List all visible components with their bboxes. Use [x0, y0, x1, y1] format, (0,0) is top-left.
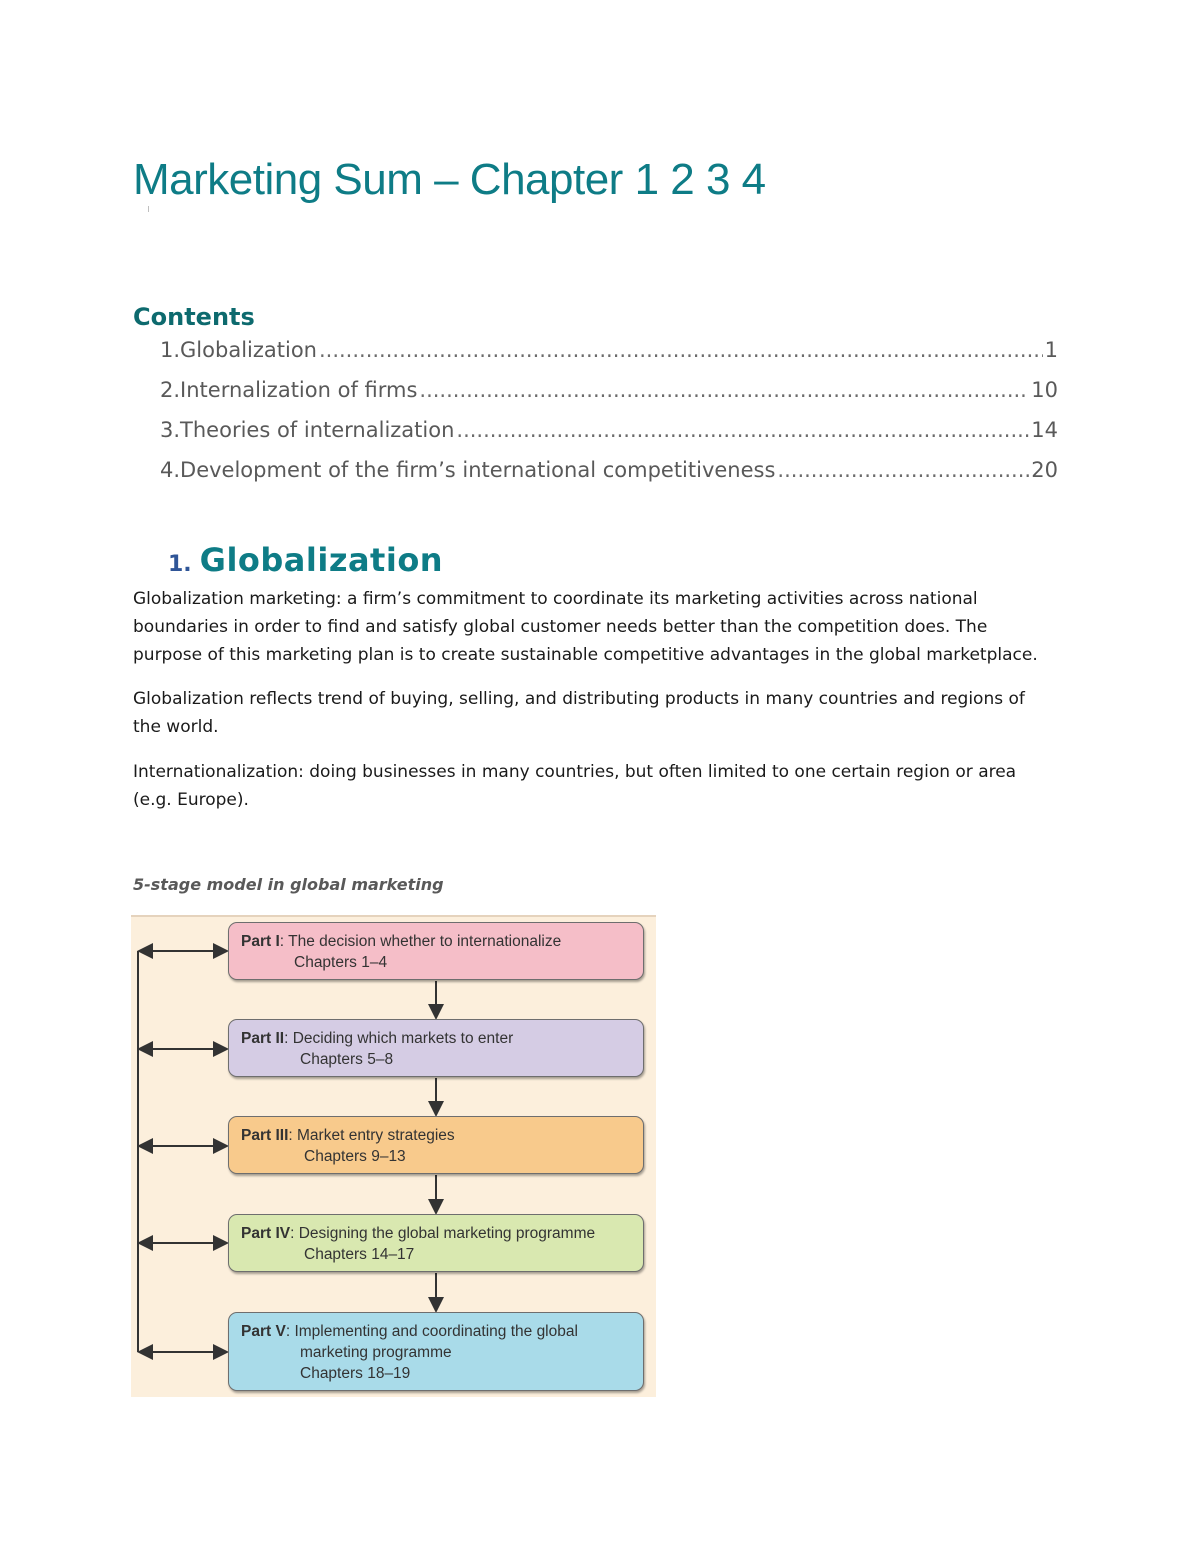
part-title: Designing the global marketing programme	[298, 1225, 596, 1242]
toc-entry-globalization[interactable]	[160, 334, 1058, 374]
toc-entry-label: 1.Globalization	[160, 338, 317, 362]
part-chapters: Chapters 14–17	[304, 1246, 415, 1263]
figure-caption: 5-stage model in global marketing	[133, 875, 444, 894]
toc-entry-competitiveness[interactable]	[160, 454, 1058, 494]
part-label: Part V	[241, 1323, 286, 1340]
part-label: Part I	[241, 933, 280, 950]
cursor-mark	[148, 206, 149, 212]
toc-heading: Contents	[133, 303, 255, 331]
five-stage-model-figure	[131, 915, 656, 1397]
toc-dot-leader	[419, 374, 1029, 406]
document-title: Marketing Sum – Chapter 1 2 3 4	[133, 155, 766, 204]
paragraph-globalization-trend: Globalization reflects trend of buying, selling, and distributing products in many countries and regions of the world.	[133, 689, 1025, 737]
part-2-box: Part II: Deciding which markets to enter Chapters 5–8	[228, 1019, 644, 1077]
toc-entry-label: 2.Internalization of firms	[160, 378, 418, 402]
part-1-box: Part I: The decision whether to internationalize Chapters 1–4	[228, 922, 644, 980]
part-label: Part IV	[241, 1225, 291, 1242]
part-label: Part II	[241, 1030, 285, 1047]
part-title: Market entry strategies	[297, 1127, 455, 1144]
part-label: Part III	[241, 1127, 289, 1144]
part-title: The decision whether to internationalize	[288, 933, 562, 950]
part-chapters: Chapters 5–8	[300, 1051, 394, 1068]
toc-entry-page: 1	[1044, 338, 1058, 362]
table-of-contents	[160, 334, 1058, 494]
part-title-continued: marketing programme	[300, 1344, 452, 1361]
toc-dot-leader	[456, 414, 1029, 446]
paragraph-globalization-marketing: Globalization marketing: a firm’s commitment to coordinate its marketing activities across national boundaries in order to find and satisfy global customer needs better than the competition does. The purpose of this marketing plan is to create sustainable competitive advantages in the global marketplace.	[133, 589, 1038, 665]
part-4-box: Part IV: Designing the global marketing programme Chapters 14–17	[228, 1214, 644, 1272]
toc-entry-internalization[interactable]	[160, 374, 1058, 414]
toc-dot-leader	[777, 454, 1029, 486]
part-5-box: Part V: Implementing and coordinating the global marketing programme Chapters 18–19	[228, 1312, 644, 1391]
toc-entry-page: 10	[1031, 378, 1058, 402]
part-chapters: Chapters 1–4	[294, 954, 388, 971]
section-number: 1.	[168, 552, 192, 577]
part-title: Deciding which markets to enter	[292, 1030, 514, 1047]
toc-dot-leader	[319, 334, 1043, 366]
toc-entry-label: 3.Theories of internalization	[160, 418, 455, 442]
toc-entry-label: 4.Development of the firm’s international competitiveness	[160, 458, 776, 482]
part-title: Implementing and coordinating the global	[294, 1323, 578, 1340]
section-heading-globalization	[168, 538, 443, 587]
toc-entry-page: 20	[1031, 458, 1058, 482]
toc-entry-page: 14	[1031, 418, 1058, 442]
part-chapters: Chapters 18–19	[300, 1365, 411, 1382]
paragraph-internationalization: Internationalization: doing businesses in many countries, but often limited to one certain region or area (e.g. Europe).	[133, 762, 1017, 810]
section-title: Globalization	[199, 541, 444, 579]
part-3-box: Part III: Market entry strategies Chapters 9–13	[228, 1116, 644, 1174]
toc-entry-theories[interactable]	[160, 414, 1058, 454]
part-chapters: Chapters 9–13	[304, 1148, 406, 1165]
